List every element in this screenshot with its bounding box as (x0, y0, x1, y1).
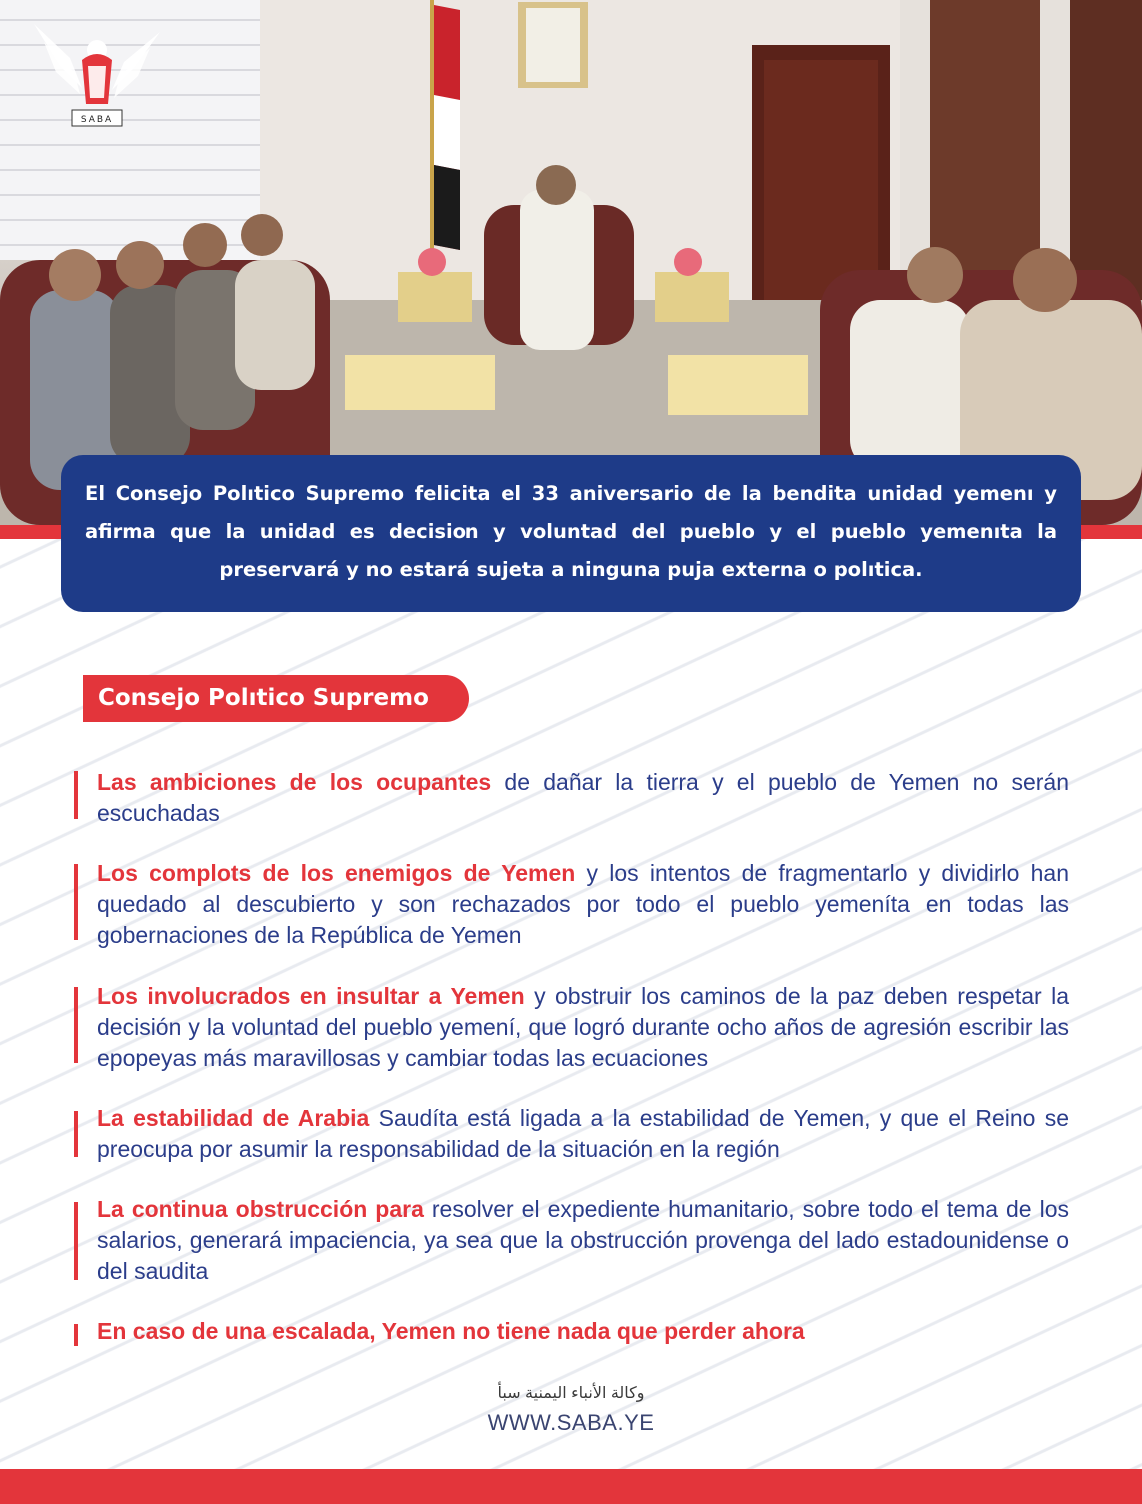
point-highlight: En caso de una escalada, Yemen no tiene nada que perder ahora (97, 1318, 805, 1344)
section-title: Consejo Polıtico Supremo (83, 675, 469, 722)
list-item (97, 981, 1069, 1074)
point-highlight: Las ambiciones de los ocupantes (97, 769, 492, 795)
point-marker (74, 1202, 78, 1280)
meeting-room-illustration (0, 0, 1142, 525)
point-text: de dañar la tierra y el pueblo de Yemen no serán escuchadas (97, 769, 1069, 826)
point-marker (74, 864, 78, 940)
point-text: Saudíta está ligada a la estabilidad de Yemen, y que el Reino se preocupa por asumir la responsabilidad de la situación en la región (97, 1105, 1069, 1162)
point-marker (74, 987, 78, 1063)
statement-text: El Consejo Polıtico Supremo felicita el 33 aniversario de la bendita unidad yemenı y afirma que la unidad es decisiօn y voluntad del pueblo y el pueblo yemenıta la preservará y no estará sujeta a ninguna puja externa o polıtica. (85, 482, 1057, 581)
point-highlight: Los complots de los enemigos de Yemen (97, 860, 576, 886)
point-highlight: Los involucrados en insultar a Yemen (97, 983, 525, 1009)
logo-text: SABA (80, 115, 114, 125)
meeting-photo (0, 0, 1142, 525)
agency-url[interactable]: WWW.SABA.YE (487, 1410, 655, 1435)
agency-name-arabic-text: وكالة الأنباء اليمنية سبأ (497, 1385, 645, 1402)
list-item (97, 1316, 1069, 1347)
point-marker (74, 1324, 78, 1346)
saba-logo (30, 18, 164, 130)
saba-eagle-logo-icon (30, 18, 164, 130)
list-item (97, 1194, 1069, 1287)
list-item (97, 1103, 1069, 1165)
statement-box (61, 455, 1081, 612)
agency-name-arabic (0, 1383, 1142, 1403)
point-marker (74, 1111, 78, 1157)
point-text: resolver el expediente humanitario, sobre todo el tema de los salarios, generará impaciencia, ya sea que la obstrucción provenga del lado estadounidense o del saudita (97, 1196, 1069, 1284)
point-marker (74, 771, 78, 819)
point-text: y los intentos de fragmentarlo y dividirlo han quedado al descubierto y son rechazados por todo el pueblo yemeníta en todas las gobernaciones de la República de Yemen (97, 860, 1069, 948)
list-item (97, 858, 1069, 951)
point-highlight: La continua obstrucción para (97, 1196, 424, 1222)
list-item (97, 767, 1069, 829)
footer-red-band (0, 1469, 1142, 1504)
point-text: y obstruir los caminos de la paz deben respetar la decisión y la voluntad del pueblo yemení, que logró durante ocho años de agresión escribir las epopeyas más maravillosas y cambiar todas las ecuaciones (97, 983, 1069, 1071)
point-highlight: La estabilidad de Arabia (97, 1105, 370, 1131)
